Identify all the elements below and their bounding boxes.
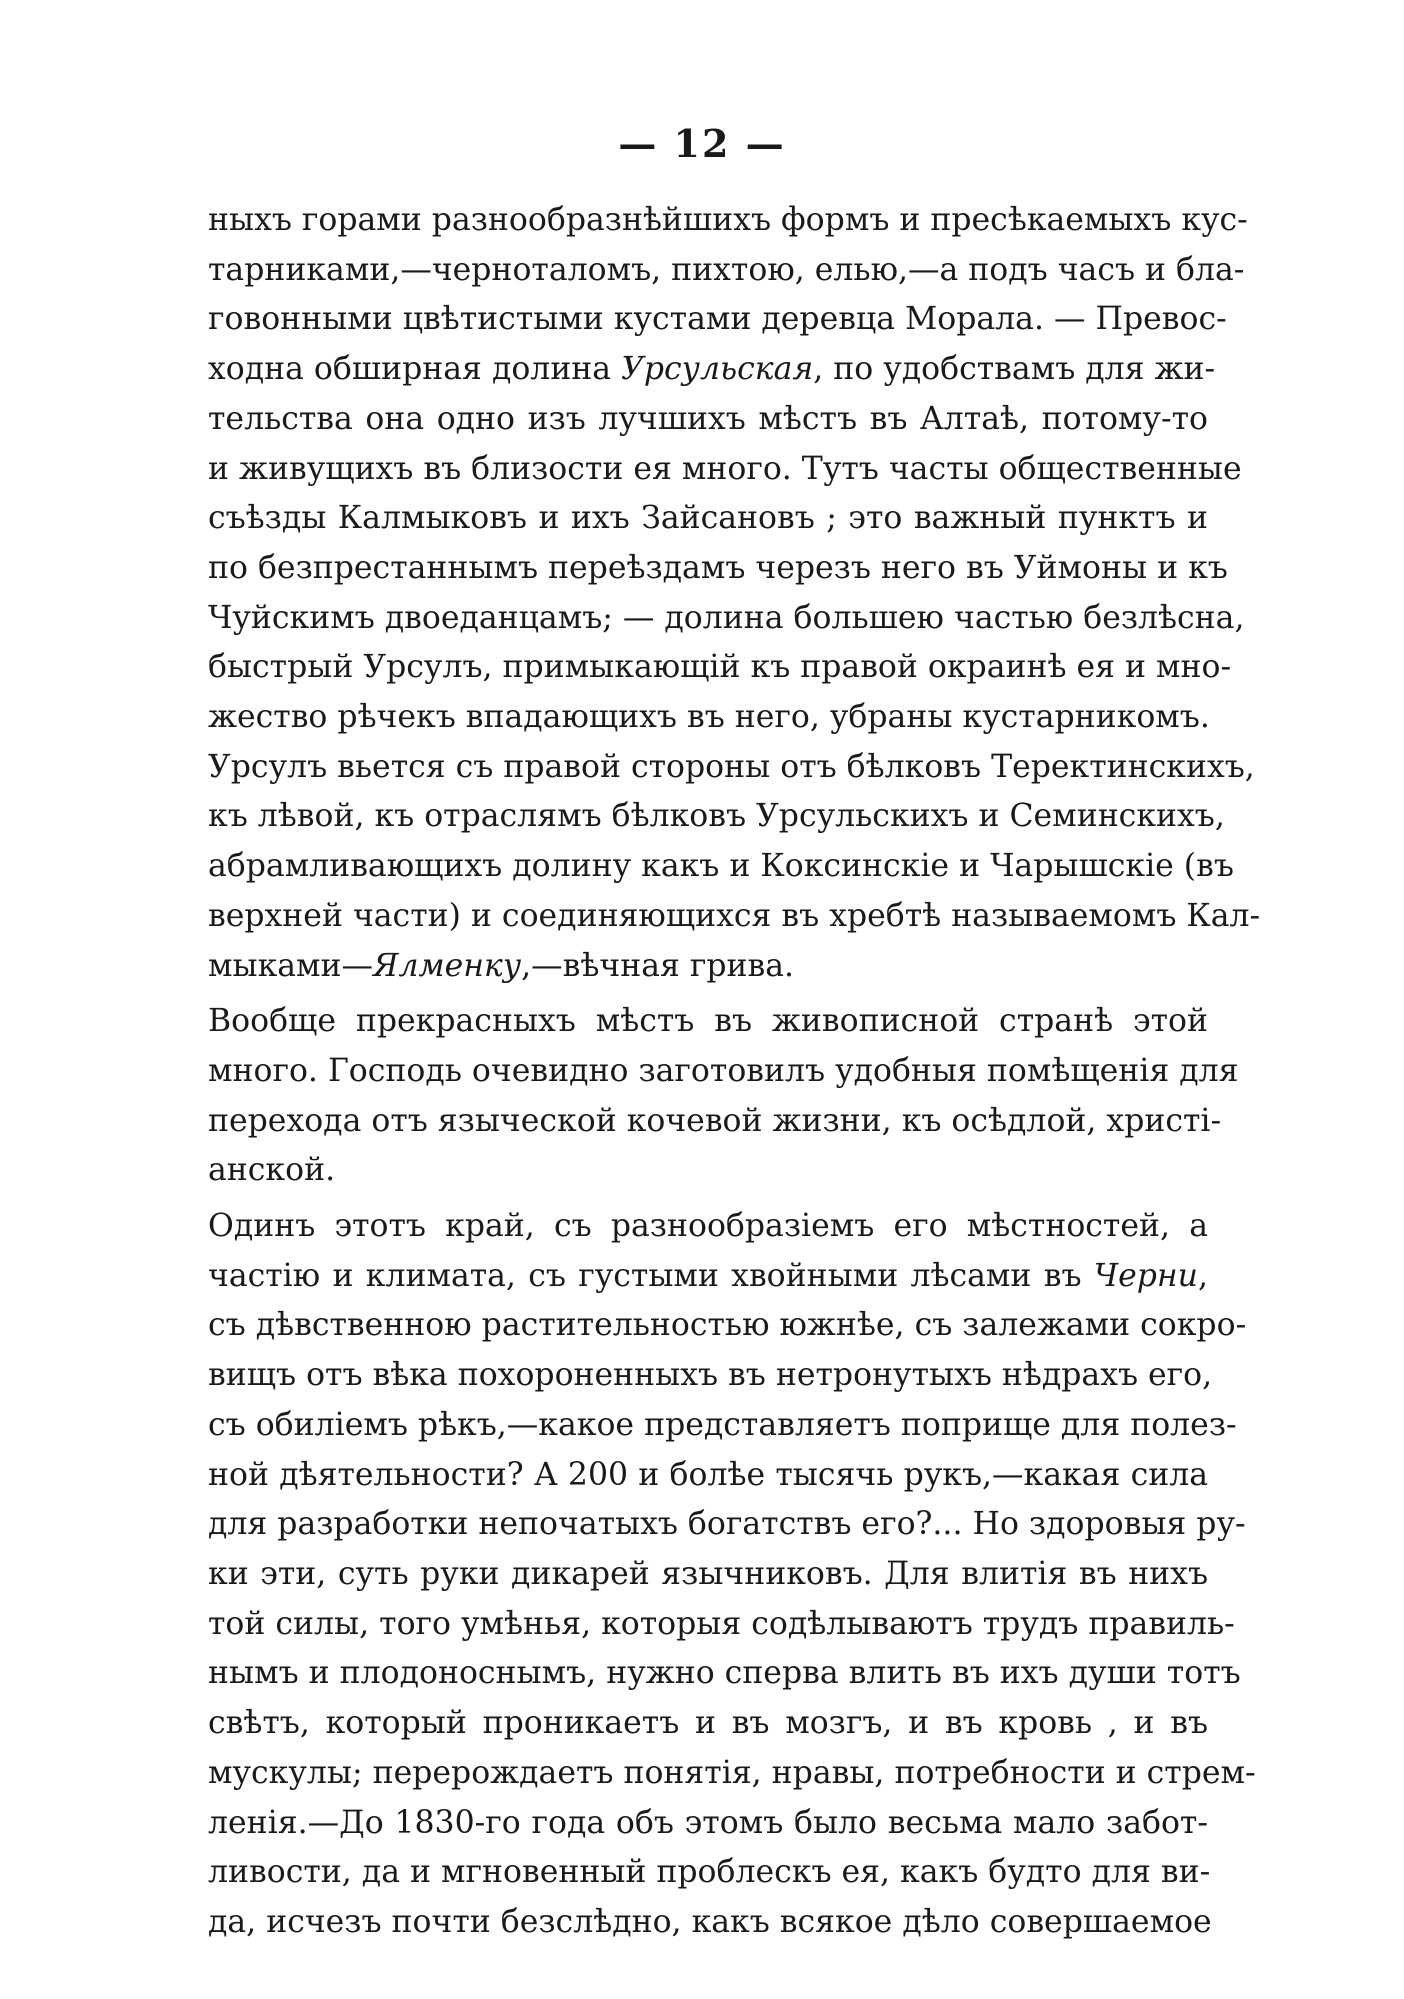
- text-line: ной дѣятельности? А 200 и болѣе тысячь рукъ,—какая сила: [208, 1456, 1208, 1493]
- text-line: Одинъ этотъ край, съ разнообразіемъ его мѣстностей, а: [208, 1208, 1208, 1245]
- text-line: [208, 1252, 1208, 1302]
- italic-term: Черни: [1093, 1257, 1198, 1294]
- text-line: для разработки непочатыхъ богатствъ его?... Но здоровыя ру-: [208, 1506, 1246, 1543]
- text-line: Урсулъ вьется съ правой стороны отъ бѣлковъ Теректинскихъ,: [208, 748, 1255, 785]
- text-segment: мыками—: [208, 947, 374, 984]
- text-line: съ обиліемъ рѣкъ,—какое представляетъ поприще для полез-: [208, 1406, 1237, 1443]
- text-line: свѣтъ, который проникаетъ и въ мозгъ, и въ кровь , и въ: [208, 1705, 1208, 1742]
- text-line: абрамливающихъ долину какъ и Коксинскіе и Чарышскіе (въ: [208, 848, 1234, 885]
- text-line: мускулы; перерождаетъ понятія, нравы, потребности и стрем-: [208, 1754, 1256, 1791]
- text-line: ныхъ горами разнообразнѣйшихъ формъ и пресѣкаемыхъ кус-: [208, 202, 1248, 238]
- text-line: быстрый Урсулъ, примыкающій къ правой окраинѣ ея и мно-: [208, 649, 1232, 686]
- page-number: — 12 —: [618, 121, 786, 166]
- paragraph: [208, 1202, 1256, 1948]
- text-line: да, исчезъ почти безслѣдно, какъ всякое дѣло совершаемое: [208, 1903, 1212, 1940]
- paragraph: [208, 196, 1261, 991]
- text-line: ливости, да и мгновенный проблескъ ея, какъ будто для ви-: [208, 1854, 1211, 1891]
- text-line: [208, 345, 1216, 395]
- text-line: ленія.—До 1830-го года объ этомъ было весьма мало забот-: [208, 1804, 1208, 1841]
- text-line: той силы, того умѣнья, которыя содѣлываютъ трудъ правиль-: [208, 1605, 1235, 1642]
- text-segment: частію и климата, съ густыми хвойными лѣсами въ: [208, 1257, 1094, 1294]
- text-line: тельства она одно изъ лучшихъ мѣстъ въ Алтаѣ, потому-то: [208, 400, 1208, 437]
- text-line: вищъ отъ вѣка похороненныхъ въ нетронутыхъ нѣдрахъ его,: [208, 1357, 1213, 1394]
- text-line: съѣзды Калмыковъ и ихъ Зайсановъ ; это важный пунктъ и: [208, 500, 1208, 537]
- paragraph: [208, 997, 1239, 1196]
- italic-term: Ялменку: [373, 947, 522, 984]
- text-segment: ,: [1197, 1257, 1208, 1294]
- text-segment: ходна обширная долина: [208, 351, 622, 388]
- text-segment: , по удобствамъ для жи-: [813, 351, 1216, 388]
- text-line: нымъ и плодоноснымъ, нужно сперва влить въ ихъ души тотъ: [208, 1655, 1241, 1692]
- text-line: и живущихъ въ близости ея много. Тутъ часты общественные: [208, 450, 1242, 487]
- italic-term: Урсульская: [621, 351, 814, 388]
- text-line: тарниками,—черноталомъ, пихтою, елью,—а подъ часъ и бла-: [208, 251, 1245, 288]
- text-line: съ дѣвственною растительностью южнѣе, съ залежами сокро-: [208, 1307, 1247, 1344]
- text-line: перехода отъ языческой кочевой жизни, къ осѣдлой, христі-: [208, 1102, 1222, 1139]
- text-line: говонными цвѣтистыми кустами деревца Морала. — Превос-: [208, 301, 1227, 338]
- text-line: верхней части) и соединяющихся въ хребтѣ называемомъ Кал-: [208, 897, 1261, 934]
- text-line: много. Господь очевидно заготовилъ удобныя помѣщенія для: [208, 1052, 1239, 1089]
- body-text: [208, 196, 1261, 1948]
- text-line: анской.: [208, 1152, 336, 1189]
- text-line: ки эти, суть руки дикарей язычниковъ. Для влитія въ нихъ: [208, 1555, 1208, 1592]
- text-line: къ лѣвой, къ отраслямъ бѣлковъ Урсульскихъ и Семинскихъ,: [208, 798, 1225, 835]
- text-line: жество рѣчекъ впадающихъ въ него, убраны кустарникомъ.: [208, 699, 1210, 736]
- text-line: [208, 942, 1208, 992]
- text-segment: ,—вѣчная грива.: [521, 947, 795, 984]
- text-line: Вообще прекрасныхъ мѣстъ въ живописной странѣ этой: [208, 1003, 1208, 1040]
- text-line: по безпрестаннымъ переѣздамъ черезъ него въ Уймоны и къ: [208, 549, 1228, 586]
- text-line: Чуйскимъ двоеданцамъ; — долина большею частью безлѣсна,: [208, 599, 1245, 636]
